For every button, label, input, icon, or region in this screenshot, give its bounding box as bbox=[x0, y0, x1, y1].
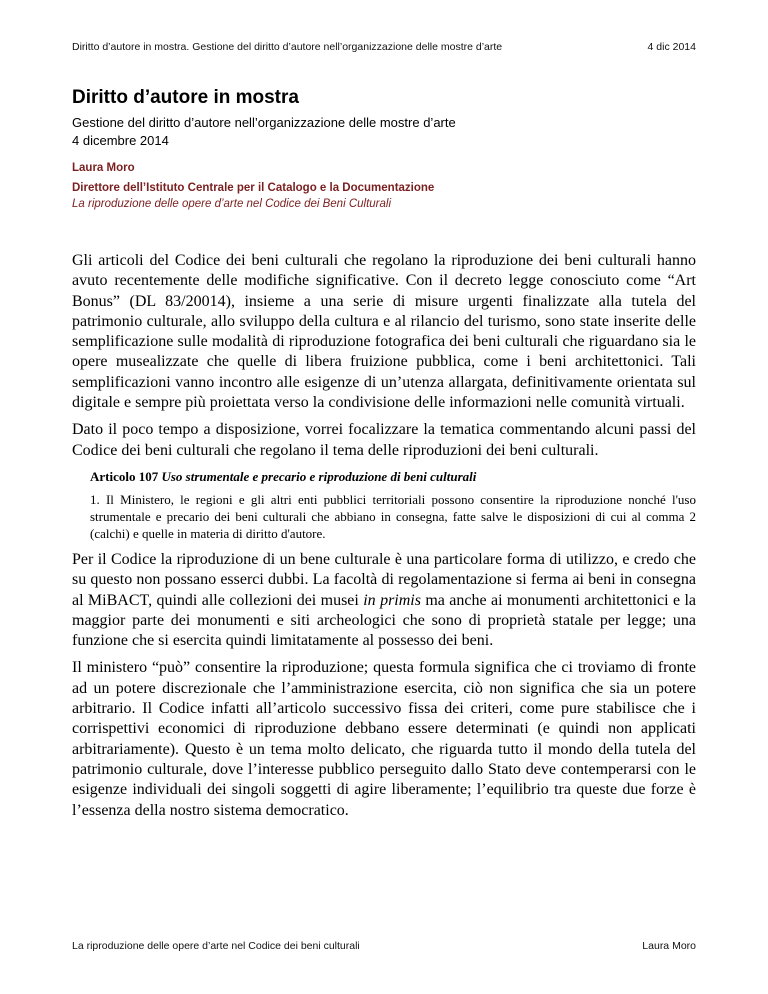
paragraph-3 bbox=[72, 550, 696, 651]
author-block bbox=[72, 160, 696, 212]
paragraph-4: Il ministero “può” consentire la riproduzione; questa formula significa che ci troviamo di fronte ad un potere discrezionale che l’amministrazione esercita, ciò non significa che sia un potere arbitrario. Il Codice infatti all’articolo successivo fissa dei criteri, come pure stabilisce che i corrispettivi economici di riproduzione debbano essere determinati (e quindi non applicati arbitrariamente). Questo è un tema molto delicato, che riguarda tutto il mondo della tutela del patrimonio culturale, dove l’interesse pubblico perseguito dallo Stato deve contemperarsi con le esigenze individuali dei singoli soggetti di agire liberamente; l’equilibrio tra queste due forze è l’essenza della nostro sistema democratico. bbox=[72, 659, 696, 819]
body-text bbox=[72, 251, 696, 828]
paragraph-1: Gli articoli del Codice dei beni culturali che regolano la riproduzione dei beni culturali hanno avuto recentemente delle modifiche significative. Con il decreto legge conosciuto come “Art Bonus” (DL 83/20014), insieme a una serie di misure urgenti finalizzate alla tutela del patrimonio culturale, allo sviluppo della cultura e al rilancio del turismo, sono state inserite delle semplificazione sulle modalità di riproduzione fotografica dei beni culturali che riguardano sia le opere musealizzate che quelle di libera fruizione pubblica, come i beni architettonici. Tali semplificazioni vanno incontro alle esigenze di un’utenza allargata, definitivamente orientata sul digitale e sempre più proiettata verso la condivisione delle informazioni nelle comunità virtuali. bbox=[72, 252, 696, 412]
footer-title: La riproduzione delle opere d’arte nel Codice dei beni culturali bbox=[72, 940, 360, 952]
article-title: Uso strumentale e precario e riproduzione di beni culturali bbox=[161, 468, 477, 484]
paragraph-2: Dato il poco tempo a disposizione, vorrei focalizzare la tematica commentando alcuni passi del Codice dei beni culturali che regolano il tema delle riproduzioni dei beni culturali. bbox=[72, 421, 696, 459]
author-topic: La riproduzione delle opere d’arte nel Codice dei Beni Culturali bbox=[72, 198, 392, 210]
footer-author: Laura Moro bbox=[642, 940, 696, 952]
article-number: Articolo 107 bbox=[90, 468, 162, 484]
document-date: 4 dicembre 2014 bbox=[72, 133, 169, 148]
page-header bbox=[72, 41, 696, 53]
document-subtitle: Gestione del diritto d’autore nell’organizzazione delle mostre d’arte bbox=[72, 115, 456, 130]
document-title: Diritto d’autore in mostra bbox=[72, 87, 299, 108]
page-footer bbox=[72, 940, 696, 952]
paragraph-3-end: ma anche ai monumenti architettonici e la maggior parte dei monumenti e siti archeologici che sono di proprietà statale per legge; una funzione che si esercita quindi limitatamente al possesso dei beni. bbox=[72, 591, 696, 650]
article-quote: 1. Il Ministero, le regioni e gli altri enti pubblici territoriali possono consentire la riproduzione nonché l'uso strumentale e precario dei beni culturali che abbiano in consegna, fatte salve le disposizioni di cui al comma 2 (calchi) e quelle in materia di diritto d'autore. bbox=[90, 491, 696, 541]
author-name: Laura Moro bbox=[72, 162, 135, 174]
author-role: Direttore dell’Istituto Centrale per il Catalogo e la Documentazione bbox=[72, 182, 435, 194]
paragraph-3-emphasis: in primis bbox=[363, 591, 421, 609]
header-date: 4 dic 2014 bbox=[647, 41, 696, 53]
paragraph-3-start: Per il Codice la riproduzione di un bene culturale è una particolare forma di utilizzo, e credo che su questo non possano esserci dubbi. La facoltà di regolamentazione si ferma ai beni in consegna al MiBACT, quindi alle collezioni dei musei bbox=[72, 550, 696, 609]
article-heading bbox=[90, 468, 696, 485]
title-block bbox=[72, 86, 696, 150]
header-title: Diritto d’autore in mostra. Gestione del diritto d’autore nell’organizzazione delle mostre d’arte bbox=[72, 41, 503, 53]
